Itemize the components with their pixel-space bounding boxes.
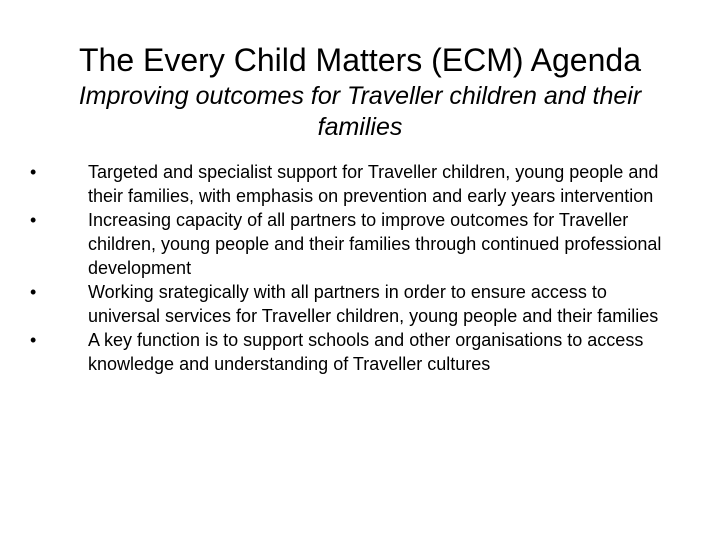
slide-subtitle: Improving outcomes for Traveller children and their families	[78, 82, 642, 141]
bullet-point-icon: •	[30, 330, 37, 350]
bullet-text: Targeted and specialist support for Traveller children, young people and their families, with emphasis on prevention and early years intervention	[88, 162, 659, 206]
bullet-item	[30, 208, 680, 280]
bullet-point-icon: •	[30, 282, 37, 302]
bullet-text: Increasing capacity of all partners to improve outcomes for Traveller children, young people and their families through continued professional development	[88, 210, 662, 278]
bullet-text: Working srategically with all partners in order to ensure access to universal services for Traveller children, young people and their families	[88, 282, 659, 326]
slide-title: The Every Child Matters (ECM) Agenda	[79, 42, 641, 78]
bullet-item	[30, 160, 680, 208]
bullet-item	[30, 328, 680, 376]
bullet-point-icon: •	[30, 210, 37, 230]
bullet-item	[30, 280, 680, 328]
bullet-point-icon: •	[30, 162, 37, 182]
bullet-text: A key function is to support schools and other organisations to access knowledge and understanding of Traveller cultures	[88, 330, 644, 374]
bullet-list	[30, 160, 680, 376]
